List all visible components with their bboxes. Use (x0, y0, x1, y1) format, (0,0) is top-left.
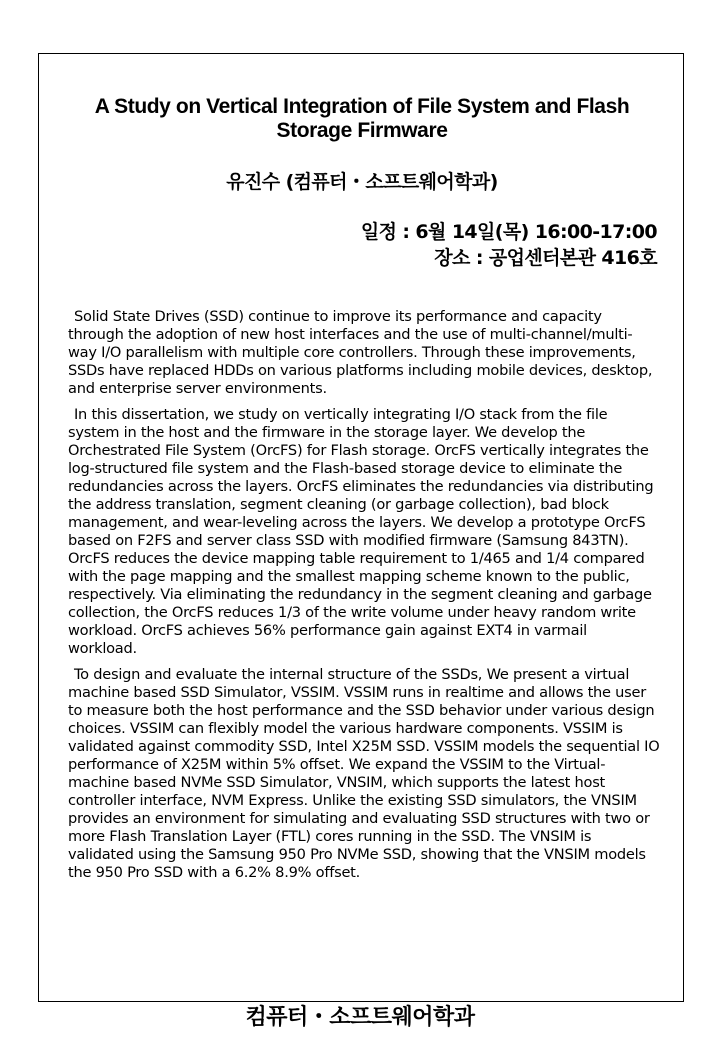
abstract-body (68, 308, 660, 890)
schedule-block (361, 219, 657, 271)
document-title: A Study on Vertical Integration of File System and Flash Storage Firmware (94, 95, 630, 142)
abstract-paragraph-1: Solid State Drives (SSD) continue to improve its performance and capacity through the adoption of new host interfaces and the use of multi-channel/multi-way I/O parallelism with multiple core controllers. Through these improvements, SSDs have replaced HDDs on various platforms including mobile devices, desktop, and enterprise server environments. (68, 308, 653, 397)
schedule-location: 장소 : 공업센터본관 416호 (434, 247, 657, 269)
abstract-paragraph-2: In this dissertation, we study on vertically integrating I/O stack from the file system in the host and the firmware in the storage layer. We develop the Orchestrated File System (OrcFS) for Flash storage. OrcFS vertically integrates the log-structured file system and the Flash-based storage device to eliminate the redundancies across the layers. OrcFS eliminates the redundancies via distributing the address translation, segment cleaning (or garbage collection), bad block management, and wear-leveling across the layers. We develop a prototype OrcFS based on F2FS and server class SSD with modified firmware (Samsung 843TN). OrcFS reduces the device mapping table requirement to 1/465 and 1/4 compared with the page mapping and the smallest mapping scheme known to the public, respectively. Via eliminating the redundancy in the segment cleaning and garbage collection, the OrcFS reduces 1/3 of the write volume under heavy random write workload. OrcFS achieves 56% performance gain against EXT4 in varmail workload. (68, 406, 654, 657)
department-footer: 컴퓨터・소프트웨어학과 (245, 1005, 475, 1030)
schedule-date-time: 일정 : 6월 14일(목) 16:00-17:00 (360, 221, 657, 243)
presenter-name: 유진수 (컴퓨터・소프트웨어학과) (226, 171, 498, 193)
abstract-paragraph-3: To design and evaluate the internal structure of the SSDs, We present a virtual machine based SSD Simulator, VSSIM. VSSIM runs in realtime and allows the user to measure both the host performance and the SSD behavior under various design choices. VSSIM can flexibly model the various hardware components. VSSIM is validated against commodity SSD, Intel X25M SSD. VSSIM models the sequential IO performance of X25M within 5% offset. We expand the VSSIM to the Virtual-machine based NVMe SSD Simulator, VNSIM, which supports the latest host controller interface, NVM Express. Unlike the existing SSD simulators, the VNSIM provides an environment for simulating and evaluating SSD structures with two or more Flash Translation Layer (FTL) cores running in the SSD. The VNSIM is validated using the Samsung 950 Pro NVMe SSD, showing that the VNSIM models the 950 Pro SSD with a 6.2% 8.9% offset. (68, 666, 660, 881)
